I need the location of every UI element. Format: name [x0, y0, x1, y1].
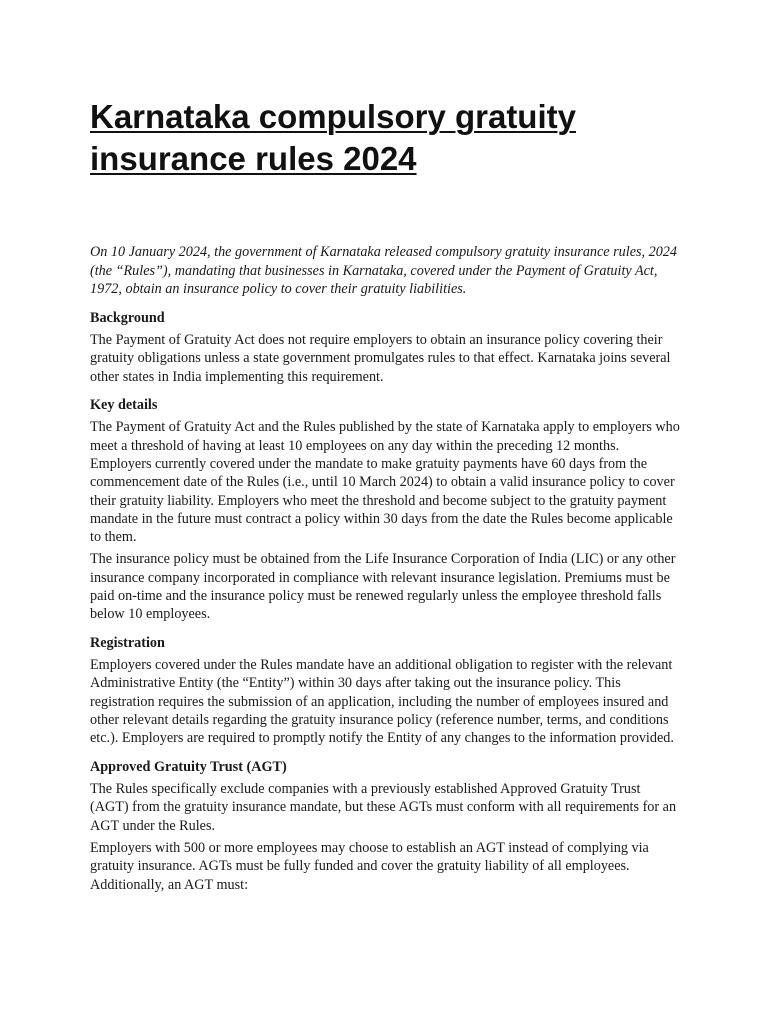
body-paragraph: The Rules specifically exclude companies with a previously established Approved Gratuity Trust (AGT) from the gratuity insurance mandate, but these AGTs must conform with all requirements for an AGT under the Rules.	[90, 781, 677, 834]
section-agt	[90, 758, 682, 894]
section-heading: Background	[90, 309, 165, 326]
document-page	[90, 96, 682, 894]
body-paragraph: The Payment of Gratuity Act and the Rules published by the state of Karnataka apply to employers who meet a threshold of having at least 10 employees on any day within the preceding 12 months. Employers currently covered under the mandate to make gratuity payments have 60 days from the commencement date of the Rules (i.e., until 10 March 2024) to obtain a valid insurance policy to cover their gratuity liability. Employers who meet the threshold and become subject to the gratuity payment mandate in the future must contract a policy within 30 days from the date the Rules become applicable to them.	[90, 419, 680, 546]
section-background	[90, 309, 682, 386]
section-heading: Key details	[90, 396, 158, 413]
body-paragraph: Employers with 500 or more employees may choose to establish an AGT instead of complying via gratuity insurance. AGTs must be fully funded and cover the gratuity liability of all employees. Additionally, an AGT must:	[90, 840, 649, 893]
intro-paragraph: On 10 January 2024, the government of Karnataka released compulsory gratuity insurance rules, 2024 (the “Rules”), mandating that businesses in Karnataka, covered under the Payment of Gratuity Act, 1972, obtain an insurance policy to cover their gratuity liabilities.	[90, 244, 677, 297]
body-paragraph: Employers covered under the Rules mandate have an additional obligation to register with the relevant Administrative Entity (the “Entity”) within 30 days after taking out the insurance policy. This registration requires the submission of an application, including the number of employees insured and other relevant details regarding the gratuity insurance policy (reference number, terms, and conditions etc.). Employers are required to promptly notify the Entity of any changes to the information provided.	[90, 657, 674, 747]
section-key-details	[90, 396, 682, 624]
document-title: Karnataka compulsory gratuity insurance rules 2024	[90, 98, 576, 177]
section-heading: Registration	[90, 634, 165, 651]
body-paragraph: The Payment of Gratuity Act does not require employers to obtain an insurance policy covering their gratuity obligations unless a state government promulgates rules to that effect. Karnataka joins several other states in India implementing this requirement.	[90, 332, 671, 385]
section-registration	[90, 634, 682, 748]
section-heading: Approved Gratuity Trust (AGT)	[90, 758, 287, 775]
body-paragraph: The insurance policy must be obtained from the Life Insurance Corporation of India (LIC) or any other insurance company incorporated in compliance with relevant insurance legislation. Premiums must be paid on-time and the insurance policy must be renewed regularly unless the employee threshold falls below 10 employees.	[90, 551, 676, 623]
